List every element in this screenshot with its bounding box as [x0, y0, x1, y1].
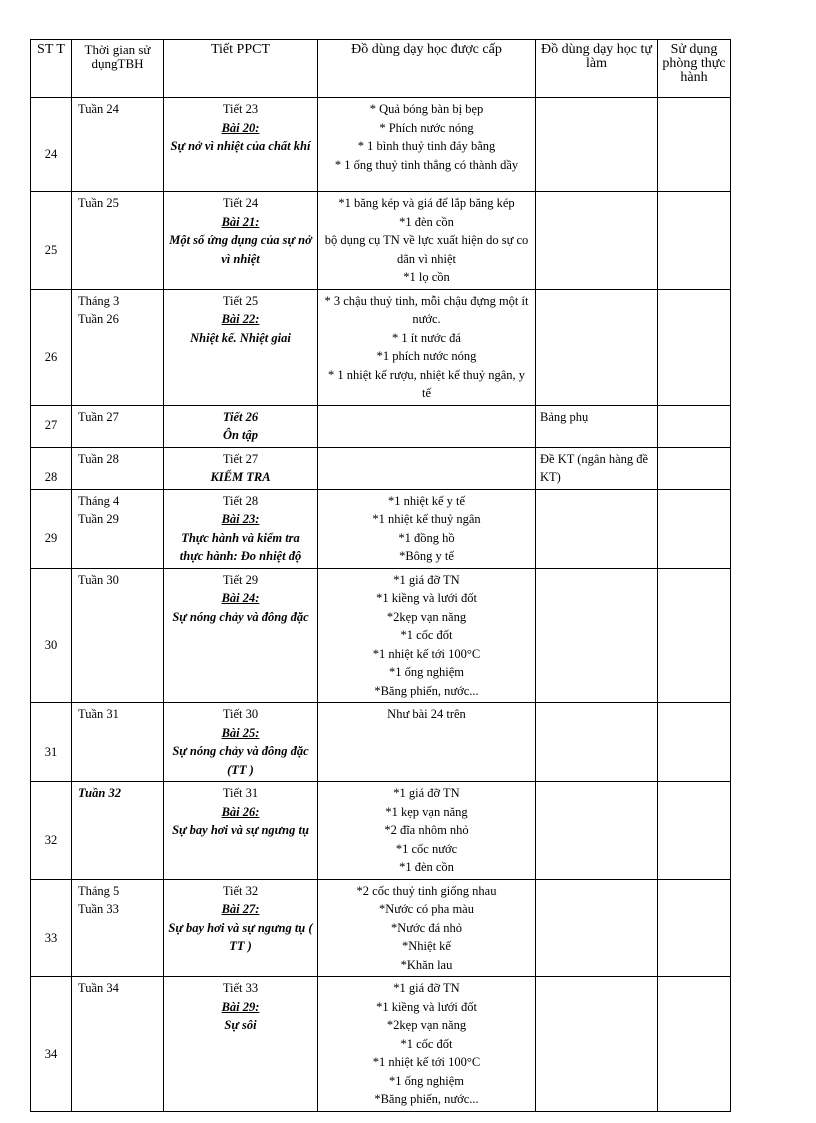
equipment-item: *1 băng kép và giá để lắp băng kép: [338, 196, 515, 210]
row-stt: 24: [31, 98, 72, 192]
time-line: Tuần 33: [78, 902, 119, 916]
row-room: [658, 703, 731, 782]
time-line: Tuần 29: [78, 512, 119, 526]
equipment-item: *Nước đá nhỏ: [390, 920, 462, 935]
equipment-item: * 3 chậu thuỷ tinh, mỗi chậu đựng một ít nước.: [324, 293, 529, 326]
row-time: [72, 98, 164, 192]
lesson-number: Bài 20:: [221, 120, 260, 135]
table-row: [31, 98, 731, 192]
row-time: [72, 447, 164, 489]
row-stt: 31: [31, 703, 72, 782]
header-tiet: Tiết PPCT: [164, 40, 318, 98]
header-issued: Đồ dùng dạy học được cấp: [318, 40, 536, 98]
equipment-item: *1 ống nghiệm: [389, 665, 464, 679]
row-room: [658, 489, 731, 568]
row-time: [72, 568, 164, 703]
row-issued-equipment: [318, 489, 536, 568]
row-issued-equipment: [318, 977, 536, 1112]
equipment-item: *Khăn lau: [400, 957, 453, 972]
row-selfmade: [536, 192, 658, 290]
lesson-name: Một số ứng dụng của sự nở vì nhiệt: [169, 233, 312, 266]
row-selfmade: [536, 568, 658, 703]
equipment-item: * Phích nước nóng: [379, 120, 474, 135]
row-selfmade: [536, 289, 658, 405]
header-room: Sử dụng phòng thực hành: [658, 40, 731, 98]
row-tiet: [164, 192, 318, 290]
row-stt: 29: [31, 489, 72, 568]
lesson-number: Bài 25:: [221, 725, 260, 740]
row-tiet: [164, 447, 318, 489]
lesson-number: Bài 26:: [221, 804, 260, 819]
time-line: Tuần 30: [78, 572, 119, 587]
time-line: Tuần 28: [78, 451, 119, 466]
table-row: [31, 568, 731, 703]
table-row: [31, 405, 731, 447]
row-issued-equipment: [318, 703, 536, 782]
lesson-number: Bài 24:: [221, 591, 260, 605]
row-room: [658, 192, 731, 290]
row-tiet: [164, 568, 318, 703]
row-selfmade: [536, 489, 658, 568]
equipment-item: *1 lọ cồn: [403, 270, 450, 284]
time-line: Tháng 5: [78, 883, 120, 898]
row-stt: 32: [31, 782, 72, 880]
equipment-item: * 1 bình thuỷ tinh đáy bằng: [357, 139, 496, 153]
row-stt: 30: [31, 568, 72, 703]
row-time: [72, 879, 164, 977]
tiet-number: Tiết 24: [222, 196, 259, 210]
header-row: [31, 40, 731, 98]
row-selfmade: [536, 879, 658, 977]
equipment-item: *1 nhiệt kế y tế: [387, 493, 466, 508]
lesson-number: Bài 29:: [221, 999, 260, 1014]
tiet-number: Tiết 30: [222, 707, 259, 721]
table-row: [31, 489, 731, 568]
row-selfmade: [536, 98, 658, 192]
equipment-item: *1 nhiệt kế thuỷ ngân: [372, 512, 481, 526]
equipment-item: *1 nhiệt kế tới 100°C: [372, 646, 481, 661]
row-issued-equipment: [318, 782, 536, 880]
equipment-item: *1 ống nghiệm: [389, 1073, 464, 1088]
row-room: [658, 447, 731, 489]
row-stt: 27: [31, 405, 72, 447]
equipment-item: *1 phích nước nóng: [376, 349, 477, 363]
equipment-item: *1 cốc đốt: [400, 628, 453, 642]
tiet-number: Tiết 29: [222, 572, 259, 587]
equipment-item: *1 giá đỡ TN: [393, 981, 460, 995]
time-line: Tuần 31: [78, 707, 119, 721]
equipment-item: *1 giá đỡ TN: [393, 786, 460, 800]
table-row: [31, 447, 731, 489]
row-tiet: [164, 879, 318, 977]
row-time: [72, 405, 164, 447]
row-issued-equipment: [318, 192, 536, 290]
equipment-item: *2 đĩa nhôm nhỏ: [384, 823, 469, 837]
row-room: [658, 879, 731, 977]
row-time: [72, 782, 164, 880]
equipment-item: *2 cốc thuỷ tinh giống nhau: [356, 883, 497, 898]
equipment-item: *1 đồng hồ: [398, 530, 455, 545]
table-row: [31, 703, 731, 782]
tiet-number: Tiết 25: [222, 293, 259, 308]
table-row: [31, 289, 731, 405]
row-tiet: [164, 703, 318, 782]
row-issued-equipment: [318, 405, 536, 447]
row-issued-equipment: [318, 568, 536, 703]
equipment-item: *1 kiềng và lưới đốt: [376, 999, 477, 1014]
tiet-number: Tiết 33: [222, 981, 259, 995]
row-issued-equipment: [318, 98, 536, 192]
equipment-item: Như bài 24 trên: [387, 707, 466, 721]
lesson-name: Sự nóng chảy và đông đặc (TT ): [172, 744, 309, 777]
lesson-name: Sự nở vì nhiệt của chất khí: [170, 139, 311, 153]
equipment-item: * 1 ống thuỷ tinh thẳng có thành dầy: [334, 157, 519, 172]
lesson-number: Bài 23:: [221, 512, 260, 526]
equipment-item: *Nước có pha màu: [379, 902, 474, 916]
equipment-item: *1 cốc nước: [395, 841, 458, 856]
equipment-item: *1 cốc đốt: [400, 1036, 453, 1051]
tiet-number: Tiết 26: [222, 409, 259, 424]
lesson-name: Sự nóng chảy và đông đặc: [172, 609, 309, 624]
row-issued-equipment: [318, 447, 536, 489]
equipment-table: [30, 39, 731, 1112]
lesson-name: Sự sôi: [224, 1018, 257, 1032]
row-room: [658, 782, 731, 880]
row-room: [658, 405, 731, 447]
table-row: [31, 879, 731, 977]
lesson-number: Bài 21:: [221, 214, 260, 229]
row-tiet: [164, 977, 318, 1112]
lesson-name: Nhiệt kế. Nhiệt giai: [190, 330, 291, 345]
header-stt: ST T: [31, 40, 72, 98]
tiet-number: Tiết 23: [222, 102, 259, 116]
equipment-item: *Nhiệt kế: [402, 939, 451, 953]
table-row: [31, 782, 731, 880]
lesson-name: Sự bay hơi và sự ngưng tụ: [172, 823, 309, 837]
header-time: Thời gian sử dụngTBH: [72, 40, 164, 98]
row-stt: 28: [31, 447, 72, 489]
equipment-item: * Quả bóng bàn bị bẹp: [369, 102, 484, 116]
equipment-item: *Băng phiến, nước...: [374, 683, 479, 698]
time-line: Tuần 26: [78, 312, 119, 326]
equipment-item: *Băng phiến, nước...: [374, 1092, 479, 1106]
row-stt: 33: [31, 879, 72, 977]
row-tiet: [164, 98, 318, 192]
row-stt: 26: [31, 289, 72, 405]
equipment-item: bộ dụng cụ TN về lực xuất hiện do sự co dãn vì nhiệt: [324, 233, 529, 266]
equipment-item: *1 kẹp vạn năng: [385, 804, 468, 819]
row-stt: 34: [31, 977, 72, 1112]
lesson-name: Ôn tập: [222, 428, 259, 442]
tiet-number: Tiết 28: [222, 493, 259, 508]
time-line: Tuần 24: [78, 102, 119, 116]
equipment-item: *1 giá đỡ TN: [393, 572, 460, 587]
row-tiet: [164, 489, 318, 568]
equipment-item: * 1 ít nước đá: [392, 330, 461, 345]
row-time: [72, 489, 164, 568]
row-issued-equipment: [318, 879, 536, 977]
time-line: Tuần 34: [78, 981, 119, 995]
time-line: Tuần 27: [78, 409, 119, 424]
tiet-number: Tiết 27: [222, 451, 259, 466]
row-time: [72, 703, 164, 782]
equipment-item: *1 đèn cồn: [399, 214, 454, 229]
equipment-item: *1 đèn cồn: [399, 860, 454, 874]
row-selfmade: Đề KT (ngân hàng đề KT): [536, 447, 658, 489]
table-row: [31, 977, 731, 1112]
lesson-name: Sự bay hơi và sự ngưng tụ ( TT ): [168, 920, 313, 953]
equipment-item: *2kẹp vạn năng: [386, 1018, 467, 1032]
equipment-item: *Bông y tế: [399, 549, 454, 563]
row-tiet: [164, 289, 318, 405]
equipment-item: *1 nhiệt kế tới 100°C: [372, 1055, 481, 1069]
row-tiet: [164, 405, 318, 447]
row-time: [72, 192, 164, 290]
row-stt: 25: [31, 192, 72, 290]
row-room: [658, 568, 731, 703]
time-line: Tháng 3: [78, 293, 120, 308]
header-selfmade: Đồ dùng dạy học tự làm: [536, 40, 658, 98]
time-line: Tuần 25: [78, 196, 119, 210]
row-selfmade: [536, 977, 658, 1112]
equipment-item: *1 kiềng và lưới đốt: [376, 591, 477, 605]
row-selfmade: Bảng phụ: [536, 405, 658, 447]
lesson-number: Bài 22:: [221, 312, 260, 326]
row-selfmade: [536, 782, 658, 880]
equipment-item: * 1 nhiệt kế rượu, nhiệt kế thuỷ ngân, y tế: [327, 367, 526, 400]
row-room: [658, 98, 731, 192]
row-issued-equipment: [318, 289, 536, 405]
lesson-name: KIỂM TRA: [210, 470, 271, 484]
lesson-number: Bài 27:: [221, 902, 260, 916]
row-room: [658, 289, 731, 405]
lesson-name: Thực hành và kiểm tra thực hành: Đo nhiệt độ: [179, 530, 302, 563]
equipment-item: *2kẹp vạn năng: [386, 609, 467, 624]
tiet-number: Tiết 31: [222, 786, 259, 800]
row-time: [72, 977, 164, 1112]
row-tiet: [164, 782, 318, 880]
time-line: Tháng 4: [78, 493, 120, 508]
row-time: [72, 289, 164, 405]
row-room: [658, 977, 731, 1112]
time-line: Tuần 32: [78, 786, 121, 800]
tiet-number: Tiết 32: [222, 883, 259, 898]
table-row: [31, 192, 731, 290]
row-selfmade: [536, 703, 658, 782]
